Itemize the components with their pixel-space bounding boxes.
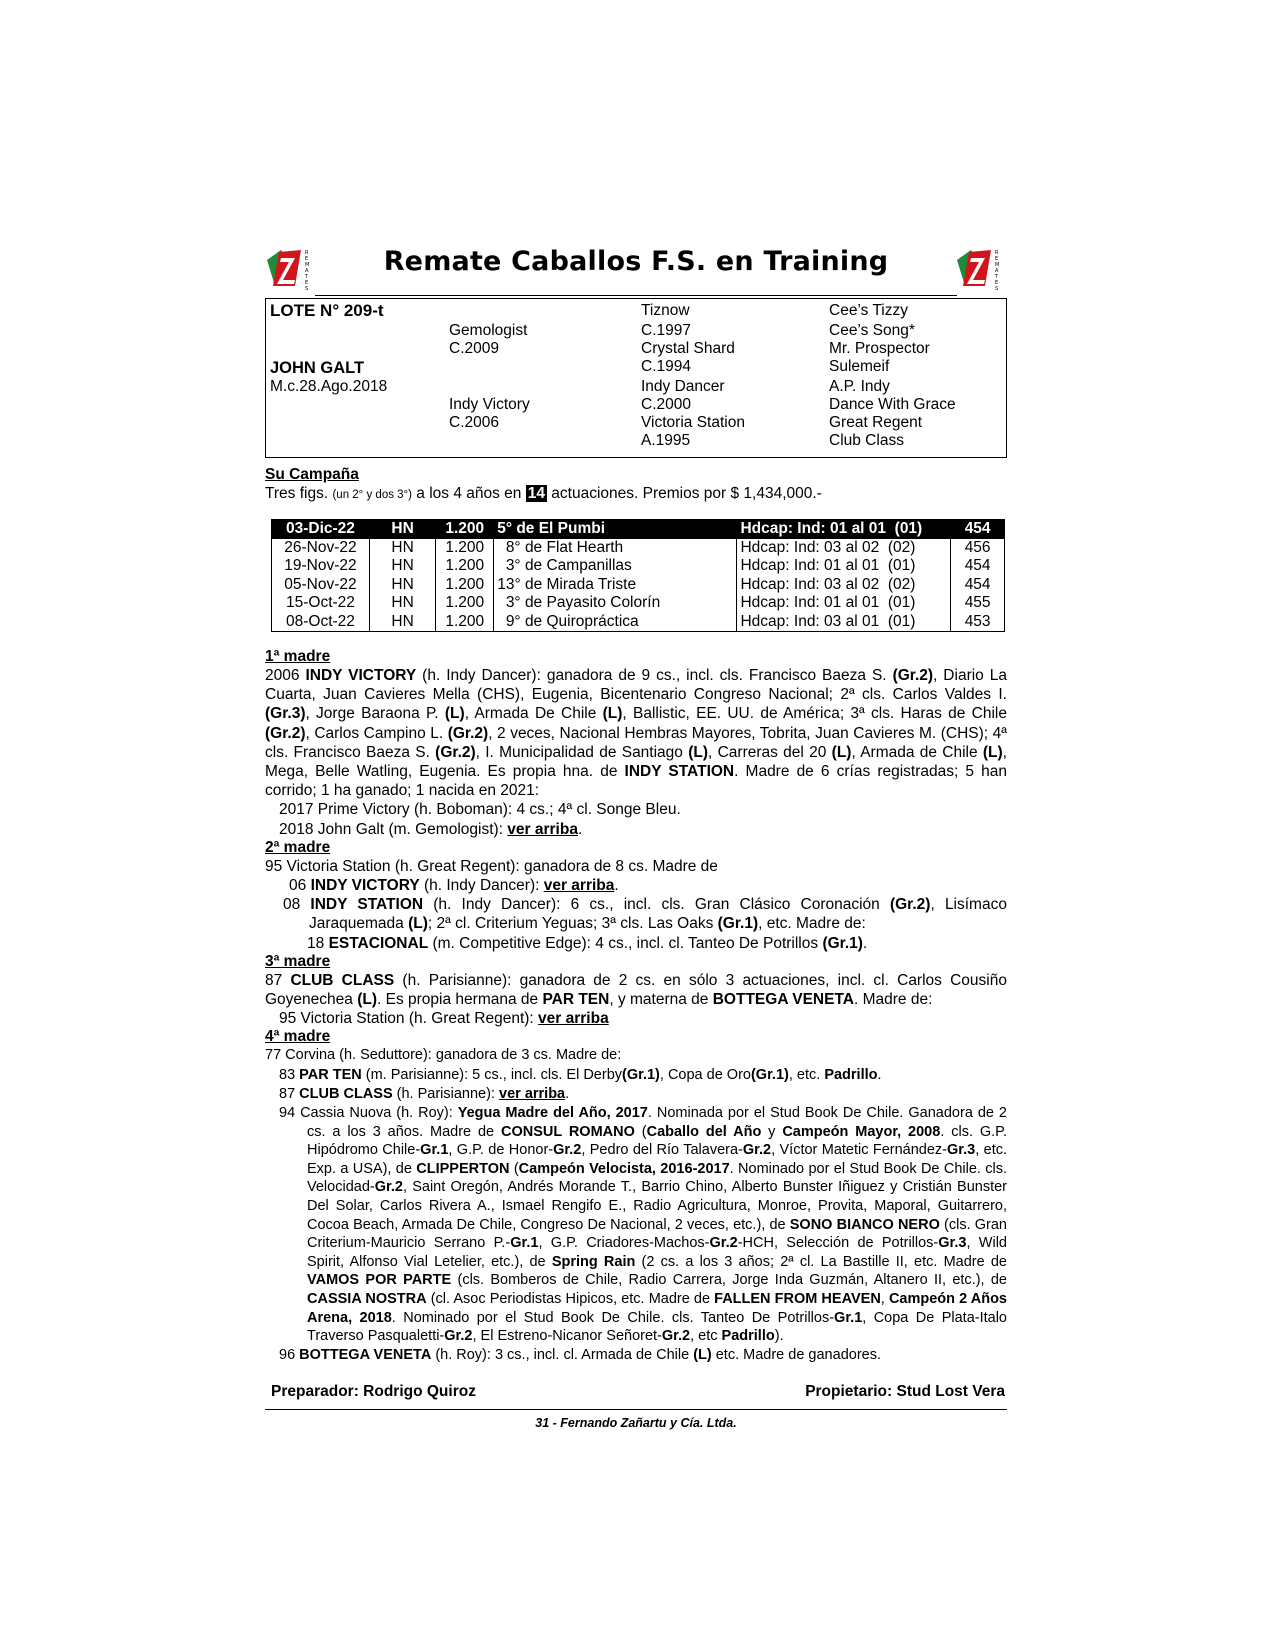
summary-small: (un 2° y dos 3°)	[332, 489, 412, 501]
owner: Propietario: Stud Lost Vera	[805, 1382, 1005, 1400]
race-distance: 1.200	[436, 557, 494, 576]
grandsire-1-year: C.1997	[641, 322, 691, 339]
race-weight: 453	[951, 613, 1005, 632]
race-distance: 1.200	[436, 520, 494, 539]
madre1-section	[265, 648, 1007, 839]
offspring-line: 06 INDY VICTORY (h. Indy Dancer): ver arriba.	[289, 877, 619, 895]
granddam-1: Crystal Shard	[641, 340, 735, 357]
ver-arriba-link[interactable]: ver arriba	[507, 820, 578, 838]
offspring-line: 83 PAR TEN (m. Parisianne): 5 cs., incl. cls. El Derby(Gr.1), Copa de Oro(Gr.1), etc. Padrillo.	[279, 1066, 882, 1083]
race-track: HN	[369, 594, 435, 613]
offspring-line: 94 Cassia Nuova (h. Roy): Yegua Madre del Año, 2017. Nominada por el Stud Book De Chile. Ganadora de 2 cs. a los 3 años. Madre de CONSUL ROMANO (Caballo del Año y Campeón Mayor, 2008. cls. G.P. Hipódromo Chile-Gr.1, G.P. de Honor-Gr.2, Pedro del Río Talavera-Gr.2, Víctor Matetic Fernández-Gr.3, etc. Exp. a USA), de CLIPPERTON (Campeón Velocista, 2016-2017. Nominado por el Stud Book De Chile. cls. Velocidad-Gr.2, Saint Oregón, Andrés Morande T., Barrio Chino, Alberto Bunster Iñiguez y Cristián Bunster Del Solar, Carlos Rivera A., Ismael Rengifo E., Radio Agricultura, Monroe, Provita, Maporal, Guitarrero, Cocoa Beach, Armada De Chile, Congreso De Nacional, 2 veces, etc.), de SONO BIANCO NERO (cls. Gran Criterium-Mauricio Serrano P.-Gr.1, G.P. Criadores-Machos-Gr.2-HCH, Selección de Potrillos-Gr.3, Wild Spirit, Alfonso Vial Letelier, etc.), de Spring Rain (2 cs. a los 3 años; 2ª cl. La Bastille II, etc. Madre de VAMOS POR PARTE (cls. Bomberos de Chile, Radio Carrera, Jorge Inda Guzmán, Altanero II, etc.), de CASSIA NOSTRA (cl. Asoc Periodistas Hipicos, etc. Madre de FALLEN FROM HEAVEN, Campeón 2 Años Arena, 2018. Nominado por el Stud Book De Chile. cls. Tanteo De Potrillos-Gr.1, Copa De Plata-Italo Traverso Pasqualetti-Gr.2, El Estreno-Nicanor Señoret-Gr.2, etc Padrillo).	[279, 1105, 1008, 1345]
svg-text:T: T	[305, 274, 309, 280]
svg-text:A: A	[995, 268, 999, 274]
svg-text:E: E	[305, 280, 309, 286]
race-weight: 454	[951, 520, 1005, 539]
offspring-line: 87 CLUB CLASS (h. Parisianne): ver arriba.	[279, 1085, 570, 1102]
granddam-1-year: C.1994	[641, 358, 691, 375]
race-condition: Hdcap: Ind: 03 al 02 (02)	[737, 539, 951, 558]
race-track: HN	[369, 520, 435, 539]
race-row	[272, 576, 1005, 595]
race-date: 26-Nov-22	[284, 538, 357, 556]
madre4-line: 77 Corvina (h. Seduttore): ganadora de 3 cs. Madre de:	[265, 1047, 622, 1064]
svg-text:E: E	[305, 256, 309, 262]
race-result: 9° de Quiropráctica	[494, 613, 737, 632]
race-result: 3° de Campanillas	[494, 557, 737, 576]
remates-logo	[265, 246, 317, 290]
page-title: Remate Caballos F.S. en Training	[383, 246, 889, 277]
offspring-line: 95 Victoria Station (h. Great Regent): ver arriba	[279, 1010, 609, 1028]
race-weight: 455	[951, 594, 1005, 613]
great-grandparent: Club Class	[829, 432, 904, 449]
svg-text:E: E	[995, 280, 999, 286]
dam-year: C.2006	[449, 414, 499, 431]
race-result: 5° de El Pumbi	[494, 520, 737, 539]
svg-text:M: M	[995, 262, 1000, 268]
grand-offspring-line: 18 ESTACIONAL (m. Competitive Edge): 4 cs., incl. cl. Tanteo De Potrillos (Gr.1).	[307, 934, 868, 952]
svg-text:R: R	[305, 250, 309, 256]
summary-text: a los 4 años en	[411, 485, 526, 502]
great-grandparent: Mr. Prospector	[829, 340, 930, 357]
race-track: HN	[369, 557, 435, 576]
horse-info: M.c.28.Ago.2018	[270, 378, 388, 395]
campaign-title: Su Campaña	[265, 466, 359, 483]
dam: Indy Victory	[449, 396, 530, 413]
grandsire-2: Indy Dancer	[641, 378, 725, 395]
race-date: 15-Oct-22	[286, 594, 355, 611]
race-result: 3° de Payasito Colorín	[494, 594, 737, 613]
race-track: HN	[369, 613, 435, 632]
race-weight: 456	[951, 539, 1005, 558]
race-track: HN	[369, 539, 435, 558]
footer-rule	[265, 1409, 1007, 1410]
madre4-title: 4ª madre	[265, 1028, 331, 1046]
madre2-section	[265, 839, 1007, 953]
footer-credits	[265, 1383, 1007, 1407]
lote-number: LOTE N° 209-t	[270, 301, 384, 320]
campaign-summary	[265, 484, 1007, 505]
ver-arriba-link[interactable]: ver arriba	[543, 877, 615, 895]
madre3-paragraph: 87 CLUB CLASS (h. Parisianne): ganadora de 2 cs. en sólo 3 actuaciones, incl. cl. Carlos Cousiño Goyenechea (L). Es propia hermana de PAR TEN, y materna de BOTTEGA VENETA. Madre de:	[265, 971, 1007, 1009]
race-date: 08-Oct-22	[286, 612, 355, 630]
race-row	[272, 539, 1005, 558]
race-condition: Hdcap: Ind: 01 al 01 (01)	[737, 520, 951, 539]
summary-text: actuaciones. Premios por $ 1,434,000.-	[546, 485, 822, 502]
svg-text:A: A	[305, 268, 309, 274]
offspring-line: 2018 John Galt (m. Gemologist): ver arriba.	[279, 820, 583, 838]
race-row	[272, 520, 1005, 539]
race-condition: Hdcap: Ind: 03 al 02 (02)	[737, 576, 951, 595]
great-grandparent: Great Regent	[829, 414, 923, 431]
dam-name: INDY VICTORY	[305, 667, 417, 684]
remates-logo	[955, 246, 1007, 290]
race-result: 13° de Mirada Triste	[494, 576, 737, 595]
svg-text:R: R	[995, 250, 999, 256]
great-grandparent: Sulemeif	[829, 358, 890, 375]
madre1-title: 1ª madre	[265, 648, 331, 665]
svg-text:E: E	[995, 256, 999, 262]
svg-text:S: S	[995, 286, 999, 290]
campaign-section	[265, 466, 1007, 632]
race-track: HN	[369, 576, 435, 595]
great-grandparent: Dance With Grace	[829, 396, 956, 413]
svg-text:M: M	[305, 262, 310, 268]
race-condition: Hdcap: Ind: 01 al 01 (01)	[737, 557, 951, 576]
horse-name: JOHN GALT	[270, 359, 365, 377]
race-row	[272, 594, 1005, 613]
campaign-table	[271, 519, 1005, 632]
svg-text:T: T	[995, 274, 999, 280]
madre4-section	[265, 1028, 1007, 1365]
race-result: 8° de Flat Hearth	[494, 539, 737, 558]
race-row	[272, 557, 1005, 576]
race-date: 05-Nov-22	[284, 575, 357, 593]
ver-arriba-link[interactable]: ver arriba	[499, 1085, 566, 1102]
header-rule	[315, 295, 957, 296]
document-page	[265, 240, 1007, 1430]
svg-text:S: S	[305, 286, 309, 290]
great-grandparent: Cee’s Song*	[829, 322, 915, 339]
offspring-line: 96 BOTTEGA VENETA (h. Roy): 3 cs., incl. cl. Armada de Chile (L) etc. Madre de ganadores.	[279, 1346, 881, 1363]
madre3-title: 3ª madre	[265, 952, 331, 970]
race-weight: 454	[951, 557, 1005, 576]
race-condition: Hdcap: Ind: 01 al 01 (01)	[737, 594, 951, 613]
race-row	[272, 613, 1005, 632]
granddam-2-year: A.1995	[641, 432, 691, 449]
trainer: Preparador: Rodrigo Quiroz	[271, 1382, 476, 1400]
great-grandparent: A.P. Indy	[829, 378, 890, 395]
offspring-line: 2017 Prime Victory (h. Boboman): 4 cs.; 4ª cl. Songe Bleu.	[279, 801, 681, 819]
sire: Gemologist	[449, 322, 528, 339]
race-distance: 1.200	[436, 594, 494, 613]
pedigree-box	[265, 298, 1007, 458]
madre2-line: 95 Victoria Station (h. Great Regent): ganadora de 8 cs. Madre de	[265, 857, 718, 875]
race-distance: 1.200	[436, 539, 494, 558]
summary-text: Tres figs.	[265, 485, 333, 502]
offspring-line: 08 INDY STATION (h. Indy Dancer): 6 cs., incl. cls. Gran Clásico Coronación (Gr.2), Lisímaco Jaraquemada (L); 2ª cl. Criterium Yeguas; 3ª cls. Las Oaks (Gr.1), etc. Madre de:	[283, 896, 1007, 933]
race-date: 19-Nov-22	[284, 557, 357, 574]
granddam-2: Victoria Station	[641, 414, 745, 431]
races-count-badge: 14	[527, 485, 545, 502]
madre3-section	[265, 953, 1007, 1029]
race-distance: 1.200	[436, 613, 494, 632]
race-weight: 454	[951, 576, 1005, 595]
race-condition: Hdcap: Ind: 03 al 01 (01)	[737, 613, 951, 632]
madre2-title: 2ª madre	[265, 838, 331, 856]
race-date: 03-Dic-22	[272, 520, 370, 539]
page-footer: 31 - Fernando Zañartu y Cía. Ltda.	[535, 1415, 737, 1430]
grandsire-1: Tiznow	[641, 302, 690, 319]
grandsire-2-year: C.2000	[641, 396, 691, 413]
sire-year: C.2009	[449, 340, 499, 357]
race-distance: 1.200	[436, 576, 494, 595]
madre1-paragraph: 2006 INDY VICTORY (h. Indy Dancer): ganadora de 9 cs., incl. cls. Francisco Baeza S. (Gr.2), Diario La Cuarta, Juan Cavieres Mella (CHS), Eugenia, Bicentenario Congreso Nacional; 2ª cls. Carlos Valdes I. (Gr.3), Jorge Baraona P. (L), Armada De Chile (L), Ballistic, EE. UU. de América; 3ª cls. Haras de Chile (Gr.2), Carlos Campino L. (Gr.2), 2 veces, Nacional Hembras Mayores, Tobrita, Juan Cavieres M. (CHS); 4ª cls. Francisco Baeza S. (Gr.2), I. Municipalidad de Santiago (L), Carreras del 20 (L), Armada de Chile (L), Mega, Belle Watling, Eugenia. Es propia hna. de INDY STATION. Madre de 6 crías registradas; 5 han corrido; 1 ha ganado; 1 nacida en 2021:	[265, 667, 1008, 800]
header	[265, 240, 1007, 298]
great-grandparent: Cee’s Tizzy	[829, 302, 908, 319]
ver-arriba-link[interactable]: ver arriba	[538, 1010, 609, 1028]
